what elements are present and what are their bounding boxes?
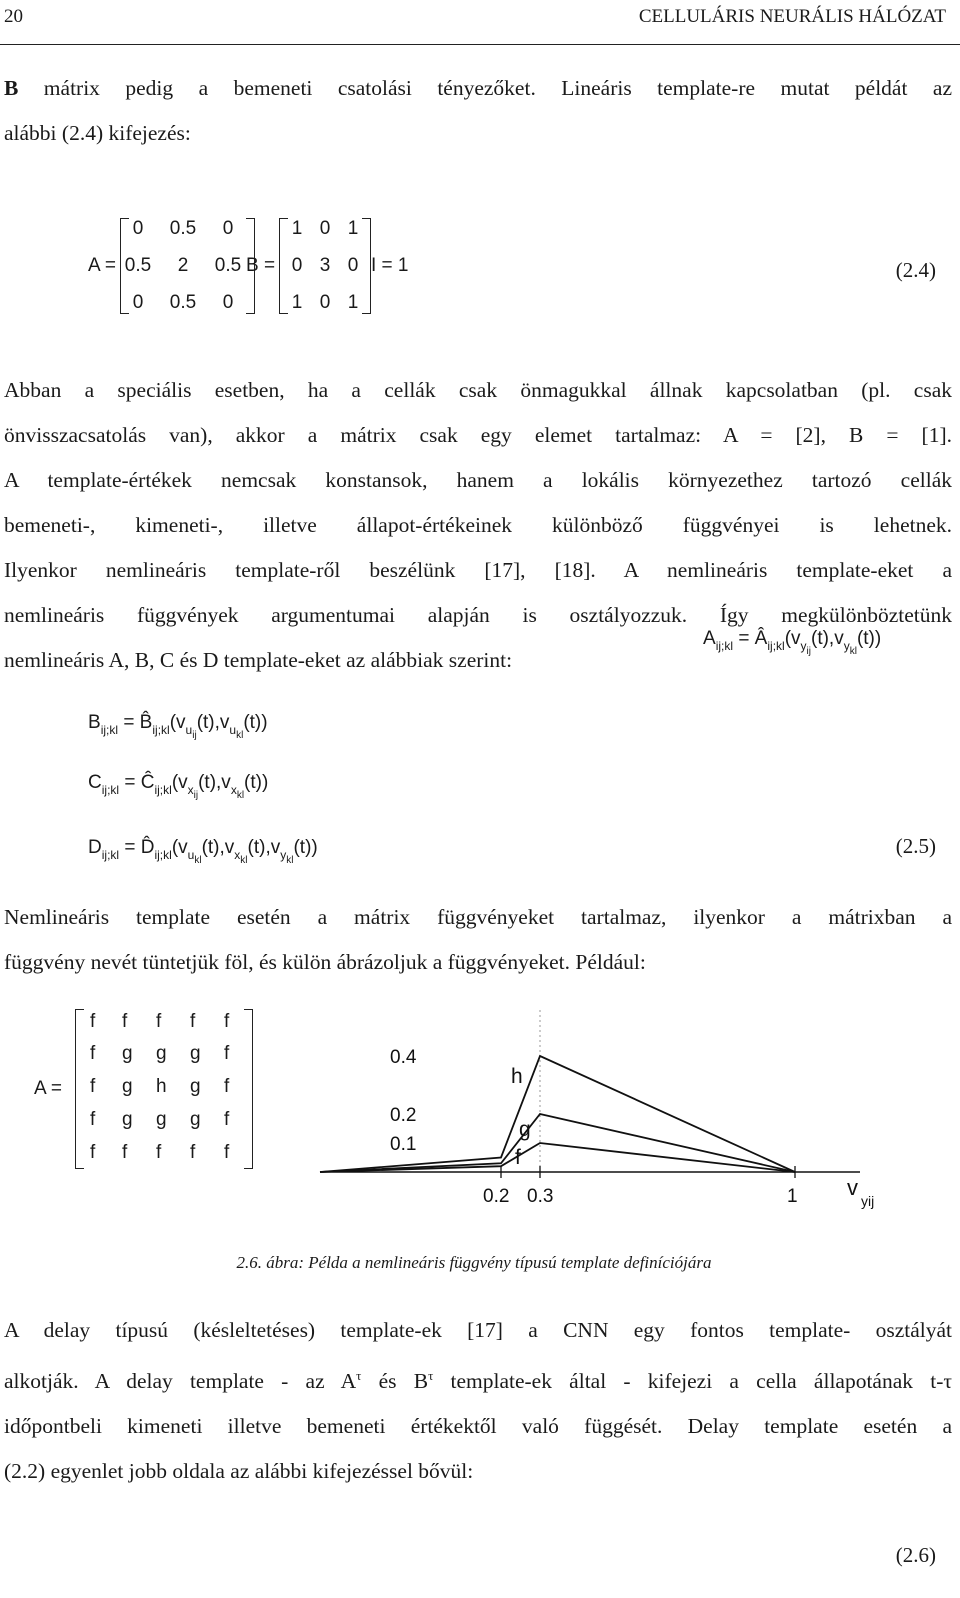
fig26-matrix-cell: f bbox=[156, 1142, 162, 1163]
p1-line-1: mátrix pedig a bemeneti csatolási tényezőket. Lineáris template-re mutat példát az bbox=[43, 76, 952, 100]
B-cell: 1 bbox=[291, 218, 303, 239]
B-cell: 1 bbox=[291, 292, 303, 313]
B-cell: 0 bbox=[291, 255, 303, 276]
curve-label: g bbox=[519, 1118, 531, 1141]
p2-line: bemeneti-, kimeneti-, illetve állapot-értékeinek különböző függvényei is lehetnek. bbox=[4, 513, 952, 537]
paragraph-3 bbox=[4, 895, 952, 985]
B-cell: 1 bbox=[347, 292, 359, 313]
p4-line: alkotják. A delay template - az $A^\tau$ és $B^\tau$ template-ek által - kifejezi a cella állapotának t-τ bbox=[4, 1368, 952, 1394]
fig26-matrix-cell: f bbox=[90, 1043, 96, 1064]
fig26-matrix-cell: f bbox=[224, 1043, 230, 1064]
fig26-matrix-cell: f bbox=[224, 1109, 230, 1130]
y-tick-label: 0.4 bbox=[390, 1047, 417, 1068]
B-cell: 0 bbox=[319, 292, 331, 313]
fig26-matrix-cell: g bbox=[122, 1109, 133, 1130]
p4-line: időpontbeli kimeneti illetve bemeneti értékektől való függését. Delay template esetén a bbox=[4, 1414, 952, 1439]
fig26-matrix-cell: f bbox=[90, 1011, 96, 1032]
x-tick-label: 1 bbox=[787, 1186, 798, 1207]
fig26-matrix-cell: g bbox=[190, 1043, 201, 1064]
fig26-matrix-cell: f bbox=[122, 1142, 128, 1163]
p2-line: A template-értékek nemcsak konstansok, hanem a lokális környezethez tartozó cellák bbox=[4, 468, 952, 492]
fig26-plot bbox=[300, 1005, 920, 1220]
fig26-matrix bbox=[0, 1005, 300, 1175]
B-cell: 0 bbox=[319, 218, 331, 239]
p2-line: Ilyenkor nemlineáris template-ről beszélünk [17], [18]. A nemlineáris template-eket a bbox=[4, 558, 952, 582]
fig26-matrix-cell: g bbox=[122, 1043, 133, 1064]
equation-number-2-5: (2.5) bbox=[895, 834, 936, 858]
bold-B: B bbox=[4, 76, 19, 100]
fig26-matrix-cell: f bbox=[224, 1011, 230, 1032]
x-tick-label: 0.2 bbox=[483, 1186, 510, 1207]
B-cell: 3 bbox=[319, 255, 331, 276]
curve-label: f bbox=[515, 1146, 521, 1169]
p2-line: Abban a speciális esetben, ha a cellák csak önmagukkal állnak kapcsolatban (pl. csak bbox=[4, 378, 952, 402]
A-cell: 0 bbox=[222, 218, 234, 239]
curve-label: h bbox=[511, 1065, 523, 1088]
A-cell: 0.5 bbox=[169, 292, 197, 313]
fig26-matrix-cell: f bbox=[224, 1142, 230, 1163]
fig26-matrix-label: A = bbox=[34, 1078, 62, 1099]
equation-number-2-4: (2.4) bbox=[895, 258, 936, 282]
paragraph-4 bbox=[4, 1308, 952, 1494]
fig26-right-bracket bbox=[244, 1009, 253, 1169]
A-cell: 0.5 bbox=[124, 255, 152, 276]
eq24-B-label: B = bbox=[246, 255, 276, 276]
fig26-matrix-cell: g bbox=[122, 1076, 133, 1097]
eq25-C: $C_{ij;kl}$ = $Ĉ_{ij;kl}(v_{xij}(t),v_{xkl}(t))$ bbox=[88, 772, 269, 801]
p3-line: függvény nevét tüntetjük föl, és külön ábrázoljuk a függvényeket. Például: bbox=[4, 950, 646, 974]
p3-line: Nemlineáris template esetén a mátrix függvényeket tartalmaz, ilyenkor a mátrixban a bbox=[4, 905, 952, 929]
page-number: 20 bbox=[4, 6, 23, 27]
paragraph-1 bbox=[4, 66, 952, 156]
fig26-matrix-cell: f bbox=[224, 1076, 230, 1097]
p4-line: (2.2) egyenlet jobb oldala az alábbi kifejezéssel bővül: bbox=[4, 1459, 474, 1484]
p2-line: nemlineáris függvények argumentumai alapján is osztályozzuk. Így megkülönböztetünk bbox=[4, 603, 952, 627]
fig26-matrix-cell: g bbox=[156, 1109, 167, 1130]
fig26-matrix-cell: g bbox=[156, 1043, 167, 1064]
fig26-matrix-cell: f bbox=[190, 1142, 196, 1163]
A-cell: 0 bbox=[222, 292, 234, 313]
fig26-matrix-cell: h bbox=[156, 1076, 167, 1097]
B-cell: 1 bbox=[347, 218, 359, 239]
eq25-A: $A_{ij;kl}$ = $Â_{ij;kl}(v_{yij}(t),v_{ykl}(t))$ bbox=[703, 628, 882, 657]
y-tick-label: 0.2 bbox=[390, 1105, 417, 1126]
fig26-matrix-cell: g bbox=[190, 1076, 201, 1097]
fig26-matrix-cell: f bbox=[90, 1142, 96, 1163]
fig26-left-bracket bbox=[75, 1009, 84, 1169]
A-cell: 2 bbox=[177, 255, 189, 276]
A-cell: 0.5 bbox=[214, 255, 242, 276]
eq24-A-label: A = bbox=[88, 255, 116, 276]
y-tick-label: 0.1 bbox=[390, 1134, 417, 1155]
eq25-D: $D_{ij;kl}$ = $D̂_{ij;kl}(v_{ukl}(t),v_{xkl}(t),v_{ykl}(t))$ bbox=[88, 837, 318, 866]
p4-line: A delay típusú (késleltetéses) template-ek [17] a CNN egy fontos template- osztályát bbox=[4, 1318, 952, 1342]
fig26-matrix-cell: f bbox=[90, 1109, 96, 1130]
p1-line-2: alábbi (2.4) kifejezés: bbox=[4, 121, 191, 145]
equation-2-4 bbox=[0, 210, 960, 320]
A-cell: 0.5 bbox=[169, 218, 197, 239]
fig26-matrix-cell: f bbox=[122, 1011, 128, 1032]
eq25-B: $B_{ij;kl}$ = $B̂_{ij;kl}(v_{uij}(t),v_{ukl}(t))$ bbox=[88, 712, 268, 741]
equation-number-2-6: (2.6) bbox=[895, 1543, 936, 1567]
eq24-I-label: I = 1 bbox=[371, 255, 409, 276]
header-rule bbox=[0, 44, 960, 45]
A-cell: 0 bbox=[132, 218, 144, 239]
A-cell: 0 bbox=[132, 292, 144, 313]
fig26-matrix-cell: f bbox=[156, 1011, 162, 1032]
fig26-matrix-cell: f bbox=[190, 1011, 196, 1032]
p2-line: nemlineáris A, B, C és D template-eket az alábbiak szerint: bbox=[4, 648, 513, 672]
p2-line: önvisszacsatolás van), akkor a mátrix csak egy elemet tartalmaz: A = [2], B = [1]. bbox=[4, 423, 952, 447]
fig26-matrix-cell: f bbox=[90, 1076, 96, 1097]
axis-label-sub: yij bbox=[861, 1193, 875, 1209]
figure-caption: 2.6. ábra: Példa a nemlineáris függvény típusú template definíciójára bbox=[236, 1253, 712, 1272]
B-cell: 0 bbox=[347, 255, 359, 276]
fig26-matrix-cell: g bbox=[190, 1109, 201, 1130]
running-title: CELLULÁRIS NEURÁLIS HÁLÓZAT bbox=[638, 6, 946, 27]
axis-label: v bbox=[847, 1175, 858, 1200]
x-tick-label: 0.3 bbox=[527, 1186, 554, 1207]
